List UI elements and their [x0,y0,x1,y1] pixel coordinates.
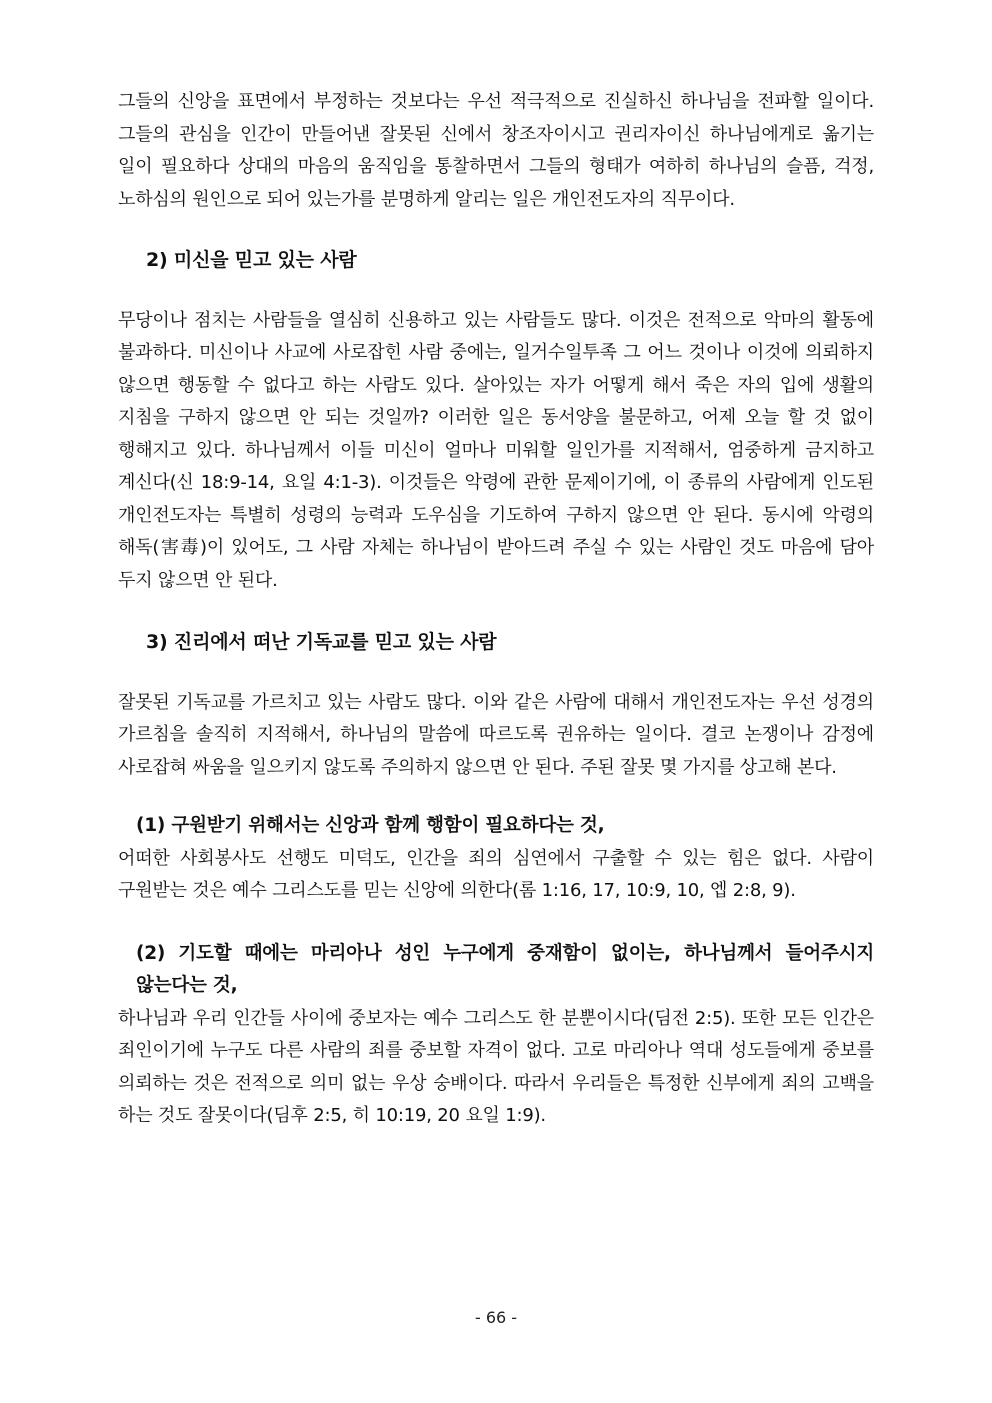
document-body [118,86,874,1133]
paragraph-mediation: 하나님과 우리 인간들 사이에 중보자는 예수 그리스도 한 분뿐이시다(딤전 2:5). 또한 모든 인간은 죄인이기에 누구도 다른 사람의 죄를 중보할 자격이 없다. 고로 마리아나 역대 성도들에게 중보를 의뢰하는 것은 전적으로 의미 없는 우상 숭배이다. 따라서 우리들은 특정한 신부에게 죄의 고백을 하는 것도 잘못이다(딤후 2:5, 히 10:19, 20 요일 1:9). [118,1007,874,1126]
paragraph-faith-and-works: 어떠한 사회봉사도 선행도 미덕도, 인간을 죄의 심연에서 구출할 수 있는 힘은 없다. 사람이 구원받는 것은 예수 그리스도를 믿는 신앙에 의한다(롬 1:16, 17, 10:9, 10, 엡 2:8, 9). [118,847,874,901]
subheading-mediation: (2) 기도할 때에는 마리아나 성인 누구에게 중재함이 없이는, 하나님께서 들어주시지 않는다는 것, [136,942,874,996]
section-heading-false-christianity: 3) 진리에서 떠난 기독교를 믿고 있는 사람 [146,631,497,653]
paragraph-false-christianity: 잘못된 기독교를 가르치고 있는 사람도 많다. 이와 같은 사람에 대해서 개인전도자는 우선 성경의 가르침을 솔직히 지적해서, 하나님의 말씀에 따르도록 권유하는 일이다. 결코 논쟁이나 감정에 사로잡혀 싸움을 일으키지 않도록 주의하지 않으면 안 된다. 주된 잘못 몇 가지를 상고해 본다. [118,691,874,778]
subheading-faith-and-works: (1) 구원받기 위해서는 신앙과 함께 행함이 필요하다는 것, [136,815,605,836]
section-heading-superstition: 2) 미신을 믿고 있는 사람 [146,249,357,271]
paragraph-superstition: 무당이나 점치는 사람들을 열심히 신용하고 있는 사람들도 많다. 이것은 전적으로 악마의 활동에 불과하다. 미신이나 사교에 사로잡힌 사람 중에는, 일거수일투족 그 어느 것이나 이것에 의뢰하지 않으면 행동할 수 없다고 하는 사람도 있다. 살아있는 자가 어떻게 해서 죽은 자의 입에 생활의 지침을 구하지 않으면 안 되는 것일까? 이러한 일은 동서양을 불문하고, 어제 오늘 할 것 없이 행해지고 있다. 하나님께서 이들 미신이 얼마나 미워할 일인가를 지적해서, 엄중하게 금지하고 계신다(신 18:9-14, 요일 4:1-3). 이것들은 악령에 관한 문제이기에, 이 종류의 사람에게 인도된 개인전도자는 특별히 성령의 능력과 도우심을 기도하여 구하지 않으면 안 된다. 동시에 악령의 해독(害毒)이 있어도, 그 사람 자체는 하나님이 받아드려 주실 수 있는 사람인 것도 마음에 담아 두지 않으면 안 된다. [118,309,874,591]
page-number: - 66 - [474,1308,518,1327]
paragraph-preaching-true-god: 그들의 신앙을 표면에서 부정하는 것보다는 우선 적극적으로 진실하신 하나님을 전파할 일이다. 그들의 관심을 인간이 만들어낸 잘못된 신에서 창조자이시고 권리자이신 하나님에게로 옮기는 일이 필요하다 상대의 마음의 움직임을 통찰하면서 그들의 형태가 여하히 하나님의 슬픔, 걱정, 노하심의 원인으로 되어 있는가를 분명하게 알리는 일은 개인전도자의 직무이다. [118,91,874,210]
